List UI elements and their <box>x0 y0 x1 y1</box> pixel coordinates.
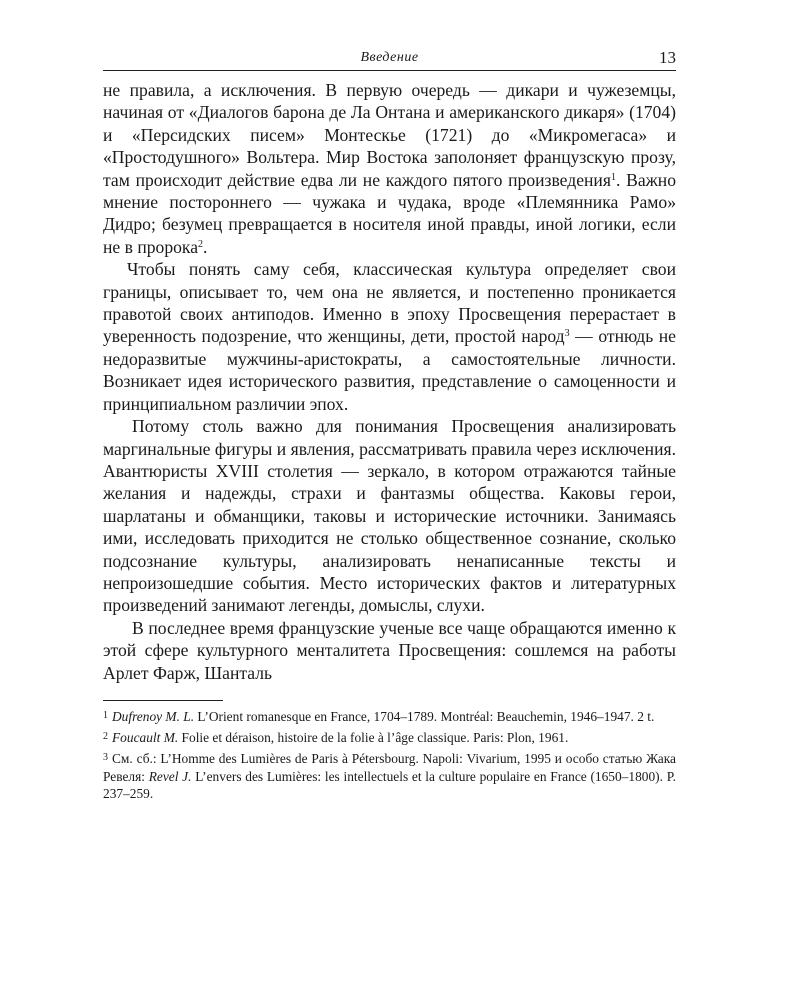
running-title: Введение <box>360 50 419 65</box>
footnote-number: 3 <box>103 752 108 764</box>
footnote-author: Foucault M. <box>112 730 179 746</box>
footnote-ref-3: 3 <box>564 328 570 340</box>
paragraph-2-part-a: Чтобы понять саму себя, классическая культура определяет свои границы, описывает то, чем она не является, и постепенно проникается правотой своих антиподов. Именно в эпоху Просвещения перерастает в уверенность подозрение, что женщины, дети, простой народ <box>103 259 676 347</box>
footnote-text: Folie et déraison, histoire de la folie à l’âge classique. Paris: Plon, 1961. <box>178 730 569 746</box>
paragraph-1-part-b: . Важно мнение постороннего — чужака и чудака, вроде «Племянника Рамо» Дидро; безумец превращается в носителя иной правды, иной логики, если не в пророка <box>103 169 676 257</box>
footnote-text: L’Orient romanesque en France, 1704–1789. Montréal: Beauchemin, 1946–1947. 2 t. <box>194 708 655 724</box>
footnote-number: 2 <box>103 731 108 743</box>
paragraph-1 <box>103 79 676 258</box>
paragraph-1-part-c: . <box>203 236 208 257</box>
footnote-1 <box>103 707 676 725</box>
book-page <box>103 48 676 805</box>
paragraph-1-part-a: не правила, а исключения. В первую очередь — дикари и чужеземцы, начиная от «Диалогов барона де Ла Онтана и американского дикаря» (1704) и «Персидских писем» Монтескье (1721) до «Микромегаса» и «Простодушного» Вольтера. Мир Востока заполоняет французскую прозу, там происходит действие едва ли не каждого пятого произведения <box>103 80 676 190</box>
footnotes <box>103 707 676 802</box>
footnote-3 <box>103 749 676 802</box>
main-text <box>103 79 676 684</box>
footnote-text: L’envers des Lumières: les intellectuels et la culture populaire en France (1650–1800). P. 237–259. <box>103 768 677 801</box>
footnote-number: 1 <box>103 709 108 721</box>
footnote-author: Revel J. <box>148 768 192 784</box>
footnote-ref-1: 1 <box>610 171 616 183</box>
paragraph-3: Потому столь важно для понимания Просвещения анализировать маргинальные фигуры и явления, рассматривать правила через исключения. Авантюристы XVIII столетия — зеркало, в котором отражаются тайные желания и надежды, страхи и фантазмы общества. Каковы герои, шарлатаны и обманщики, таковы и исторические источники. Занимаясь ими, исследовать приходится не столько общественное сознание, сколько подсознание культуры, анализировать ненаписанные тексты и непроизошедшие события. Место исторических фактов и литературных произведений занимают легенды, домыслы, слухи. <box>103 416 676 616</box>
footnote-prefix: См. сб.: L’Homme des Lumières de Paris à Pétersbourg. Napoli: Vivarium, 1995 и особо статью Жака Ревеля: <box>103 751 676 784</box>
paragraph-4: В последнее время французские ученые все чаще обращаются именно к этой сфере культурного менталитета Просвещения: сошлемся на работы Арлет Фарж, Шанталь <box>103 617 676 683</box>
page-number: 13 <box>659 48 676 67</box>
footnote-author: Dufrenoy M. L. <box>112 708 195 724</box>
paragraph-2 <box>103 258 676 415</box>
footnote-ref-2: 2 <box>198 238 204 250</box>
running-header <box>103 48 676 71</box>
footnote-separator <box>103 700 223 701</box>
paragraph-2-part-b: — отнюдь не недоразвитые мужчины-аристократы, а самостоятельные личности. Возникает идея исторического развития, представление о самоценности и принципиальном различии эпох. <box>103 326 676 414</box>
footnote-2 <box>103 728 676 746</box>
